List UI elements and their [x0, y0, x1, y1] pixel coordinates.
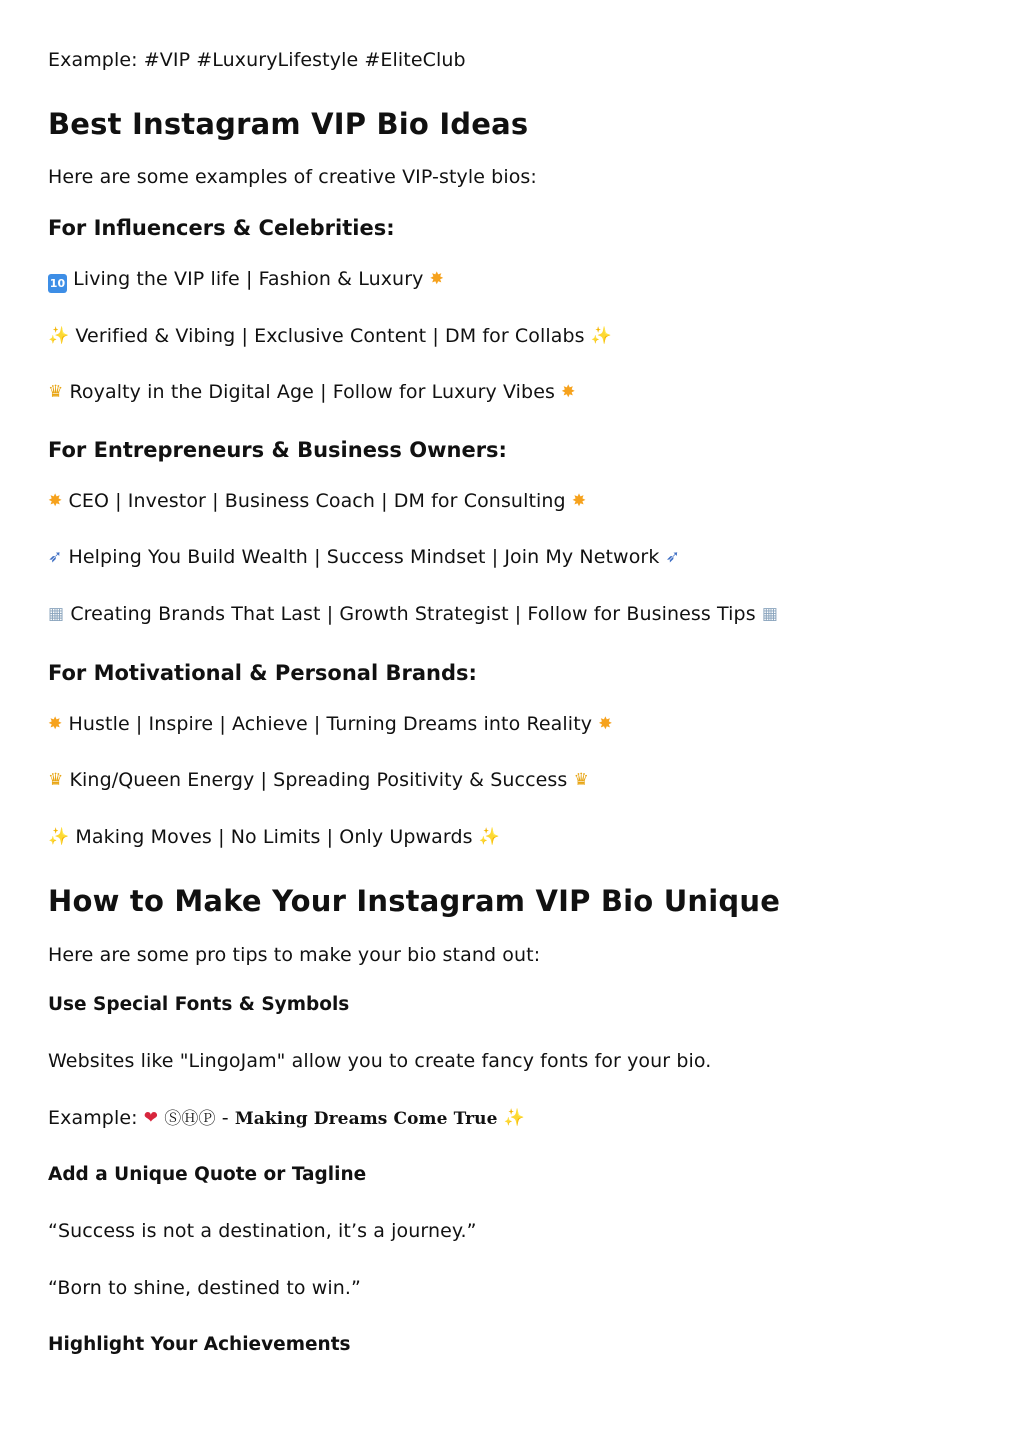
sparkles-icon: ✨ — [48, 326, 70, 346]
crown-icon: ♛ — [48, 382, 64, 402]
fonts-example-label: Example: — [48, 1107, 138, 1129]
keycap-ten-icon: 10 — [48, 274, 67, 293]
glowing-star-icon: ✸ — [429, 269, 444, 289]
bio-item-text: Making Moves | No Limits | Only Upwards — [75, 826, 473, 848]
rocket-icon: ➶ — [48, 547, 63, 567]
glowing-star-icon: ✸ — [561, 382, 576, 402]
section-heading-bio-ideas: Best Instagram VIP Bio Ideas — [48, 107, 529, 141]
bio-item-text: Creating Brands That Last | Growth Strategist | Follow for Business Tips — [70, 603, 756, 625]
bio-item — [48, 492, 586, 511]
heart-icon: ❤ — [143, 1108, 159, 1128]
hashtag-example: Example: #VIP #LuxuryLifestyle #EliteClub — [48, 49, 466, 71]
tip-heading-fonts: Use Special Fonts & Symbols — [48, 994, 350, 1015]
sparkles-icon: ✨ — [503, 1108, 525, 1128]
tip-text-fonts: Websites like "LingoJam" allow you to create fancy fonts for your bio. — [48, 1050, 712, 1072]
sparkles-icon: ✨ — [590, 326, 613, 346]
office-building-icon: ▦ — [761, 604, 779, 624]
bio-item — [48, 605, 778, 624]
bio-item-text: Royalty in the Digital Age | Follow for Luxury Vibes — [69, 381, 556, 403]
bio-item — [48, 828, 500, 847]
fonts-example — [48, 1109, 525, 1128]
glowing-star-icon: ✸ — [48, 714, 63, 734]
bio-item — [48, 715, 613, 734]
glowing-star-icon: ✸ — [48, 491, 63, 511]
glowing-star-icon: ✸ — [571, 491, 587, 511]
office-building-icon: ▦ — [48, 604, 65, 624]
section-heading-unique-bio: How to Make Your Instagram VIP Bio Unique — [48, 884, 781, 918]
bio-item — [48, 771, 589, 790]
fonts-example-dash: - — [221, 1107, 229, 1129]
quote-line: “Success is not a destination, it’s a journey.” — [48, 1220, 477, 1242]
group-heading-influencers: For Influencers & Celebrities: — [48, 216, 395, 240]
circled-letters: ⓈⒽⓅ — [164, 1109, 216, 1129]
group-heading-entrepreneurs: For Entrepreneurs & Business Owners: — [48, 438, 507, 462]
bio-item — [48, 548, 680, 567]
glowing-star-icon: ✸ — [598, 714, 613, 734]
bio-item — [48, 327, 612, 346]
crown-icon: ♛ — [48, 770, 64, 790]
bio-item-text: Living the VIP life | Fashion & Luxury — [73, 268, 424, 290]
quote-line: “Born to shine, destined to win.” — [48, 1277, 361, 1299]
rocket-icon: ➶ — [665, 547, 680, 567]
bio-item-text: CEO | Investor | Business Coach | DM for Consulting — [68, 490, 566, 512]
tip-heading-achievements: Highlight Your Achievements — [48, 1334, 351, 1355]
section-intro-unique-bio: Here are some pro tips to make your bio stand out: — [48, 944, 541, 966]
tip-heading-quote: Add a Unique Quote or Tagline — [48, 1164, 367, 1185]
bio-item — [48, 270, 444, 293]
bio-item-text: Helping You Build Wealth | Success Mindset | Join My Network — [68, 546, 660, 568]
sparkles-icon: ✨ — [478, 827, 501, 847]
bio-item-text: Hustle | Inspire | Achieve | Turning Dreams into Reality — [68, 713, 593, 735]
bio-item-text: King/Queen Energy | Spreading Positivity & Success — [69, 769, 568, 791]
bio-item-text: Verified & Vibing | Exclusive Content | DM for Collabs — [75, 325, 585, 347]
sparkles-icon: ✨ — [48, 827, 70, 847]
section-intro-bio-ideas: Here are some examples of creative VIP-style bios: — [48, 166, 537, 188]
fancy-font-text: Making Dreams Come True — [234, 1109, 498, 1129]
group-heading-motivational: For Motivational & Personal Brands: — [48, 661, 477, 685]
crown-icon: ♛ — [573, 770, 589, 790]
bio-item — [48, 383, 576, 402]
